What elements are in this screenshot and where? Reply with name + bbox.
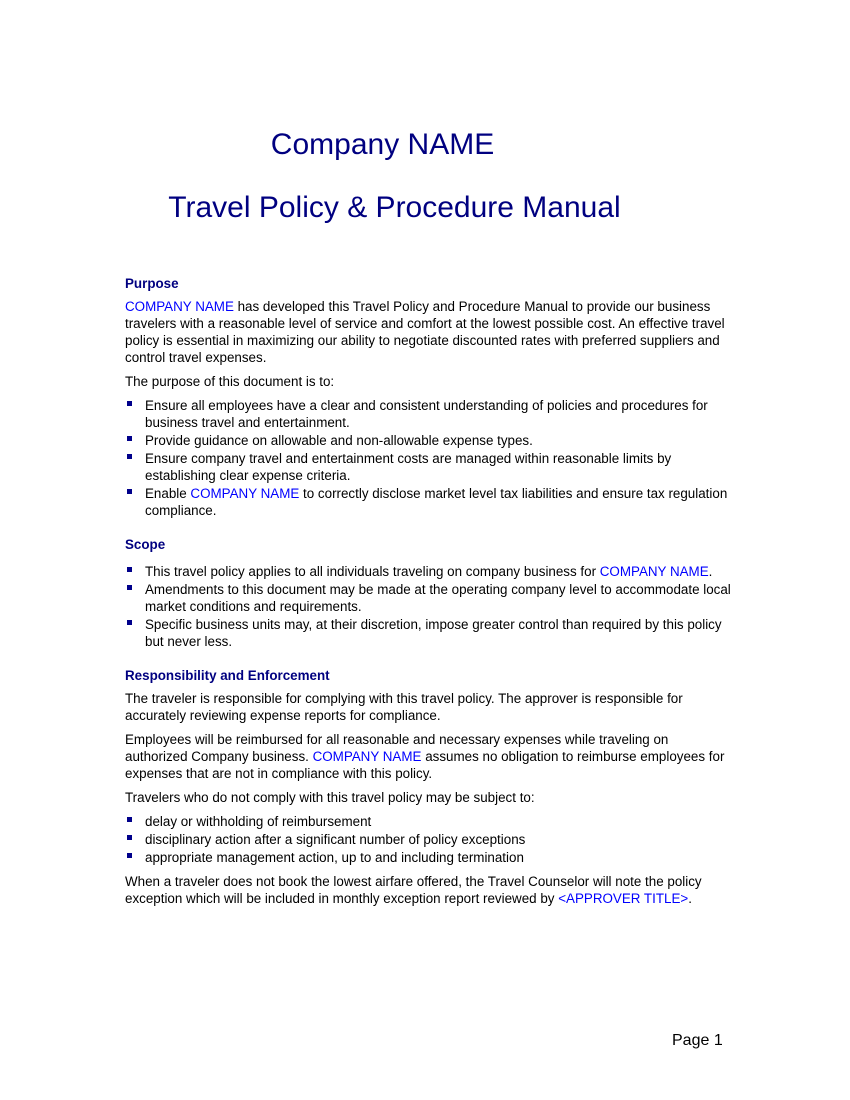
list-item: Amendments to this document may be made at the operating company level to accommodate local market conditions and requirements. <box>125 581 733 615</box>
text: . <box>708 564 713 579</box>
text: Enable <box>145 486 191 501</box>
company-name-placeholder: COMPANY NAME <box>599 564 709 579</box>
responsibility-heading: Responsibility and Enforcement <box>125 668 330 683</box>
purpose-paragraph <box>125 298 733 366</box>
list-item: Ensure company travel and entertainment costs are managed within reasonable limits by establishing clear expense criteria. <box>125 450 733 484</box>
text: When a traveler does not book the lowest airfare offered, the Travel Counselor will note the policy exception which will be included in monthly exception report reviewed by <box>125 874 702 906</box>
list-item: delay or withholding of reimbursement <box>125 813 733 830</box>
document-title: Company NAME <box>270 128 495 161</box>
reimbursement-paragraph <box>125 731 733 782</box>
purpose-list <box>125 397 733 519</box>
company-name-placeholder: COMPANY NAME <box>125 299 234 314</box>
airfare-paragraph <box>125 873 733 907</box>
text: assumes no obligation to reimburse employees for expenses that are not in compliance with this policy. <box>125 749 725 781</box>
list-item: disciplinary action after a significant number of policy exceptions <box>125 831 733 848</box>
consequences-list <box>125 813 733 866</box>
list-item: appropriate management action, up to and including termination <box>125 849 733 866</box>
noncompliance-intro: Travelers who do not comply with this travel policy may be subject to: <box>125 790 535 805</box>
scope-heading: Scope <box>125 537 166 552</box>
document-body <box>125 275 733 914</box>
company-name-placeholder: COMPANY NAME <box>190 486 300 501</box>
responsibility-paragraph: The traveler is responsible for complying with this travel policy. The approver is responsible for accurately reviewing expense reports for compliance. <box>125 691 683 723</box>
text: Employees will be reimbursed for all reasonable and necessary expenses while traveling on authorized Company business. <box>125 732 669 764</box>
page-number: Page 1 <box>672 1032 723 1049</box>
text: . <box>688 891 692 906</box>
list-item <box>125 563 733 580</box>
list-item: Specific business units may, at their discretion, impose greater control than required by this policy but never less. <box>125 616 733 650</box>
document-subtitle: Travel Policy & Procedure Manual <box>168 191 621 224</box>
list-item: Ensure all employees have a clear and consistent understanding of policies and procedures for business travel and entertainment. <box>125 397 733 431</box>
purpose-heading: Purpose <box>125 276 179 291</box>
list-item: Provide guidance on allowable and non-allowable expense types. <box>125 432 733 449</box>
approver-title-placeholder: <APPROVER TITLE> <box>558 891 689 906</box>
company-name-placeholder: COMPANY NAME <box>312 749 422 764</box>
text: to correctly disclose market level tax liabilities and ensure tax regulation compliance. <box>145 486 728 518</box>
list-item <box>125 485 733 519</box>
text: has developed this Travel Policy and Procedure Manual to provide our business travelers with a reasonable level of service and comfort at the lowest possible cost. An effective travel policy is essential in maximizing our ability to negotiate discounted rates with preferred suppliers and control travel expenses. <box>125 299 725 365</box>
text: This travel policy applies to all individuals traveling on company business for <box>145 564 600 579</box>
purpose-intro: The purpose of this document is to: <box>125 374 335 389</box>
scope-list <box>125 563 733 650</box>
